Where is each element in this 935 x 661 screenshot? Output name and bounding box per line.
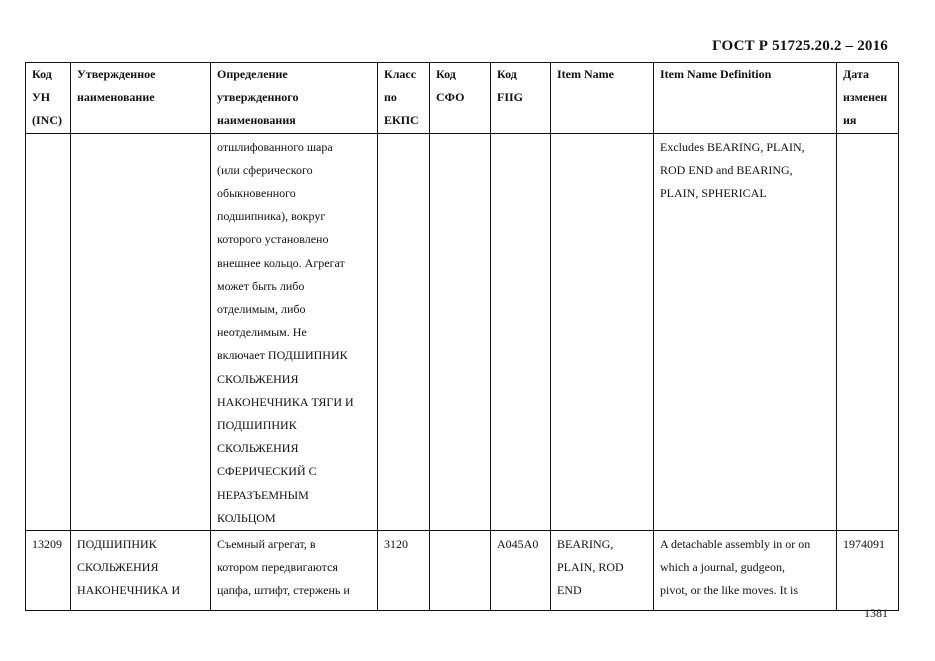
text-line: ROD END and BEARING, <box>660 162 793 177</box>
text-line: обыкновенного <box>217 186 296 201</box>
page-number: 1381 <box>864 606 888 620</box>
header-ekps-class <box>378 63 430 134</box>
cell-approved-name <box>71 133 211 530</box>
text-line: которого установлено <box>217 232 329 247</box>
header-sfo-code <box>430 63 491 134</box>
text-line: СКОЛЬЖЕНИЯ <box>217 441 299 456</box>
cell-approved-name <box>71 531 211 611</box>
text-line: цапфа, штифт, стержень и <box>217 583 350 598</box>
table-row <box>26 531 899 611</box>
text-line: по <box>384 90 397 105</box>
text-line: Код <box>436 67 456 81</box>
text-line: 3120 <box>384 537 408 552</box>
text-line: END <box>557 583 582 598</box>
cell-item-name-definition <box>654 133 837 530</box>
text-line: 1974091 <box>843 537 885 552</box>
text-line: НЕРАЗЪЕМНЫМ <box>217 487 309 502</box>
cell-item-name <box>551 531 654 611</box>
header-approved-name <box>71 63 211 134</box>
text-line: A detachable assembly in or on <box>660 537 811 552</box>
cell-item-name-definition <box>654 531 837 611</box>
text-line: Утвержденное <box>77 67 156 81</box>
cell-inc-code <box>26 531 71 611</box>
cell-name-definition <box>211 133 378 530</box>
text-line: ия <box>843 113 857 128</box>
text-line: Item Name Definition <box>660 67 772 81</box>
text-line: котором передвигаются <box>217 560 338 575</box>
text-line: Excludes BEARING, PLAIN, <box>660 139 805 154</box>
text-line: Класс <box>384 67 417 81</box>
text-line: УН <box>32 90 51 105</box>
text-line: наименования <box>217 113 296 128</box>
text-line: Съемный агрегат, в <box>217 537 316 552</box>
text-line: (или сферического <box>217 162 313 177</box>
cell-name-definition <box>211 531 378 611</box>
header-item-name-definition <box>654 63 837 134</box>
text-line: ЕКПС <box>384 113 419 128</box>
header-inc-code <box>26 63 71 134</box>
text-line: НАКОНЕЧНИКА И <box>77 583 181 598</box>
text-line: включает ПОДШИПНИК <box>217 348 348 363</box>
text-line: A045A0 <box>497 537 539 552</box>
text-line: BEARING, <box>557 537 614 552</box>
cell-item-name <box>551 133 654 530</box>
cell-sfo-code <box>430 133 491 530</box>
text-line: Определение <box>217 67 288 81</box>
cell-sfo-code <box>430 531 491 611</box>
text-line: изменен <box>843 90 888 105</box>
header-item-name <box>551 63 654 134</box>
text-line: Код <box>32 67 52 81</box>
text-line: PLAIN, SPHERICAL <box>660 186 767 201</box>
text-line: Код <box>497 67 517 81</box>
document-standard-id: ГОСТ Р 51725.20.2 – 2016 <box>712 38 888 54</box>
cell-fiig-code <box>491 531 551 611</box>
text-line: отделимым, либо <box>217 302 306 317</box>
text-line: PLAIN, ROD <box>557 560 624 575</box>
text-line: НАКОНЕЧНИКА ТЯГИ И <box>217 394 354 409</box>
cell-change-date <box>837 531 899 611</box>
header-fiig-code <box>491 63 551 134</box>
text-line: pivot, or the like moves. It is <box>660 583 798 598</box>
table-header-row <box>26 63 899 134</box>
text-line: Item Name <box>557 67 614 81</box>
text-line: может быть либо <box>217 278 305 293</box>
header-change-date <box>837 63 899 134</box>
cell-fiig-code <box>491 133 551 530</box>
text-line: СКОЛЬЖЕНИЯ <box>217 371 299 386</box>
text-line: неотделимым. Не <box>217 325 307 340</box>
classification-table <box>25 62 899 611</box>
text-line: Дата <box>843 67 869 81</box>
cell-ekps-class <box>378 531 430 611</box>
text-line: СКОЛЬЖЕНИЯ <box>77 560 159 575</box>
text-line: ПОДШИПНИК <box>217 418 297 433</box>
text-line: СФЕРИЧЕСКИЙ С <box>217 464 317 479</box>
cell-ekps-class <box>378 133 430 530</box>
text-line: КОЛЬЦОМ <box>217 510 276 525</box>
text-line: (INC) <box>32 113 62 128</box>
header-name-definition <box>211 63 378 134</box>
text-line: подшипника), вокруг <box>217 209 326 224</box>
text-line: утвержденного <box>217 90 299 105</box>
text-line: отшлифованного шара <box>217 139 333 154</box>
text-line: which a journal, gudgeon, <box>660 560 785 575</box>
text-line: 13209 <box>32 537 62 552</box>
text-line: СФО <box>436 90 465 105</box>
text-line: FIIG <box>497 90 524 105</box>
text-line: внешнее кольцо. Агрегат <box>217 255 345 270</box>
cell-inc-code <box>26 133 71 530</box>
cell-change-date <box>837 133 899 530</box>
text-line: наименование <box>77 90 155 105</box>
text-line: ПОДШИПНИК <box>77 537 157 552</box>
table-row <box>26 133 899 530</box>
